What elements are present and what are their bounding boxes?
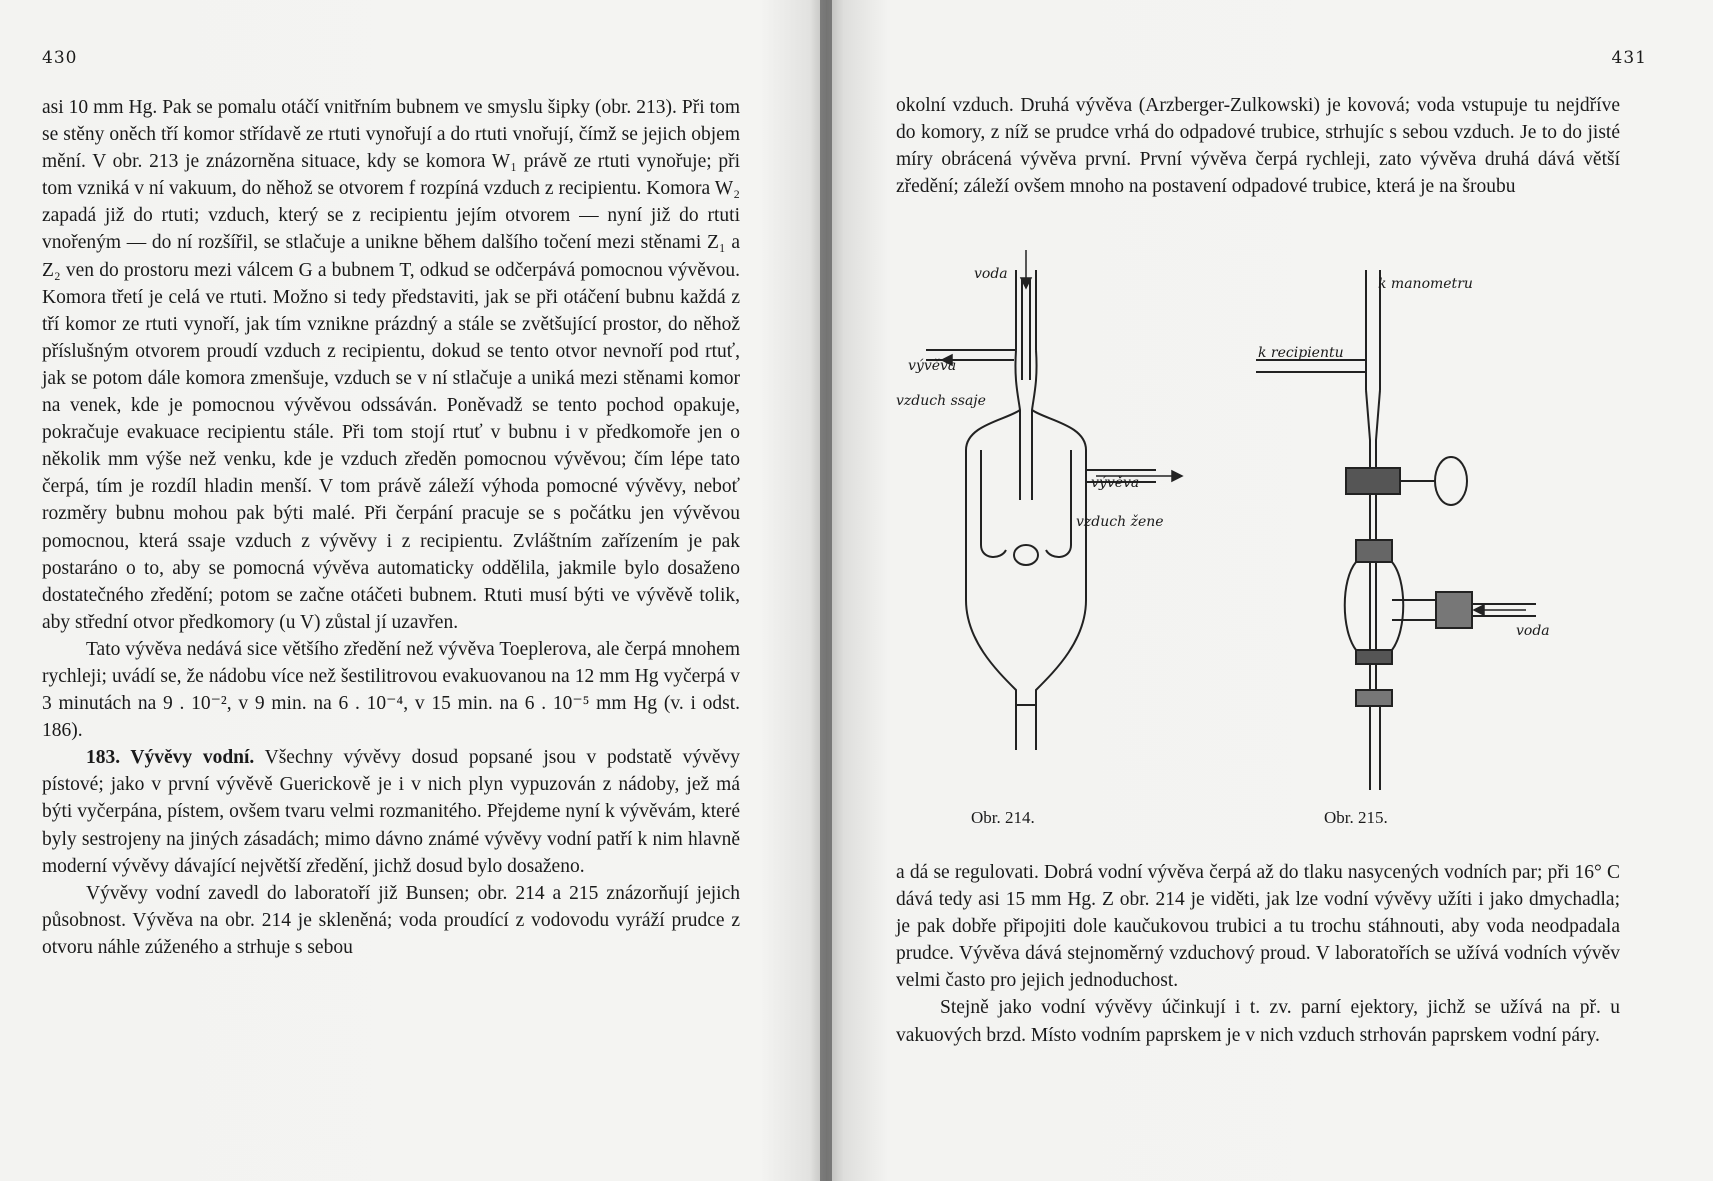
figure-214-caption: Obr. 214. <box>971 808 1035 827</box>
figure-214-label-voda <box>974 263 1008 282</box>
book-gutter <box>820 0 832 1181</box>
left-page <box>0 0 826 1181</box>
label-voda: voda <box>974 266 1008 282</box>
label-vzduch-zene: vzduch žene <box>1076 514 1164 530</box>
figure-215-label-k-manometru <box>1378 273 1473 292</box>
figure-214 <box>886 250 1186 750</box>
label-vyveva-2: vývěva <box>1091 475 1140 491</box>
figure-215-label-k-recipientu <box>1258 342 1344 361</box>
figure-215-caption: Obr. 215. <box>1324 808 1388 827</box>
label-voda-215: voda <box>1516 623 1550 639</box>
right-page-bottom-text <box>896 859 1620 1049</box>
label-vyveva: vývěva <box>908 358 957 374</box>
page-number-right: 431 <box>1611 48 1647 68</box>
paragraph: a dá se regulovati. Dobrá vodní vývěva čerpá až do tlaku nasycených vodních par; při 16° C dává tedy asi 15 mm Hg. Z obr. 214 je viděti, jak lze vodní vývěvy užíti i jako dmychadla; je pak dobře připojiti dole kaučukovou trubici a tu trochu stáhnouti, aby voda neodpadala prudce. Vývěva dává stejnoměrný vzduchový proud. V laboratořích se užívá vodních vývěv velmi často pro jejich jednoduchost. <box>896 862 1620 992</box>
right-page-top-text <box>896 92 1620 200</box>
paragraph: Vývěvy vodní zavedl do laboratoří již Bunsen; obr. 214 a 215 znázorňují jejich působnost. Vývěva na obr. 214 je skleněná; voda proudící z vodovodu vyráží prudce z otvoru náhle zúženého a strhuje s sebou <box>42 882 740 958</box>
figure-214-label-vyveva-2 <box>1091 472 1139 491</box>
figure-214-label-vzduch-ssaje <box>896 390 986 409</box>
figure-214-drawing <box>886 250 1186 750</box>
paragraph: Tato vývěva nedává sice většího zředění než vývěva Toeplerova, ale čerpá mnohem rychleji; uvádí se, že nádobu více než šestilitrovou evakuovanou na 12 mm Hg vyčerpá v 3 minutách na 9 . 10⁻², v 9 min. na 6 . 10⁻⁴, v 15 min. na 6 . 10⁻⁵ mm Hg (v. i odst. 186). <box>42 638 740 742</box>
label-vzduch-ssaje: vzduch ssaje <box>896 393 986 409</box>
left-page-text <box>42 94 740 961</box>
figure-215-label-voda <box>1516 620 1550 639</box>
figure-214-label-vyveva-1 <box>908 355 956 374</box>
label-k-manometru: k manometru <box>1378 276 1473 292</box>
figure-214-label-vzduch-zene <box>1076 511 1164 530</box>
paragraph: okolní vzduch. Druhá vývěva (Arzberger-Zulkowski) je kovová; voda vstupuje tu nejdříve do komory, z níž se prudce vrhá do odpadové trubice, strhujíc s sebou vzduch. Je to do jisté míry obrácená vývěva první. První vývěva čerpá rychleji, zato vývěva druhá dává větší zředění; záleží ovšem mnoho na postavení odpadové trubice, která je na šroubu <box>896 95 1620 198</box>
section-heading: 183. Vývěvy vodní. <box>86 747 255 769</box>
right-page <box>826 0 1713 1181</box>
paragraph: Stejně jako vodní vývěvy účinkují i t. zv. parní ejektory, jichž se užívá na př. u vakuových brzd. Místo vodním paprskem je v nich vzduch strhován paprskem vodní páry. <box>896 997 1620 1046</box>
section-paragraph-text: Všechny vývěvy dosud popsané jsou v podstatě vývěvy pístové; jako v první vývěvě Guerickově je i v nich plyn vypuzován z nádoby, jež má býti vyčerpána, pístem, ovšem tvaru velmi rozmanitého. Přejdeme nyní k vývěvám, které byly sestrojeny na jiných zásadách; mimo dávno známé vývěvy vodní patří k nim hlavně moderní vývěvy dávající největší zředění, jichž dosud bylo dosaženo. <box>42 747 740 877</box>
label-k-recipientu: k recipientu <box>1258 345 1344 361</box>
paragraph: asi 10 mm Hg. Pak se pomalu otáčí vnitřním bubnem ve smyslu šipky (obr. 213). Při tom se stěny oněch tří komor střídavě ze rtuti vynořují a do rtuti vnořují, čímž se jejich objem mění. V obr. 213 je znázorněna situace, kdy se komora W₁ právě ze rtuti vynořuje; při tom vzniká v ní vakuum, do něhož se otvorem f rozpíná vzduch z recipientu. Komora W₂ zapadá již do rtuti; vzduch, který se z recipientu jejím otvorem — nyní již do rtuti vnořeným — do ní rozšířil, se stlačuje a unikne během dalšího točení mezi stěnami Z₁ a Z₂ ven do prostoru mezi válcem G a bubnem T, odkud se odčerpává pomocnou vývěvou. Komora třetí je celá ve rtuti. Možno si tedy představiti, jak se při otáčení bubnu každá z tří komor ze rtuti vynoří, jak tím vznikne prázdný a stále se zvětšující prostor, do něhož příslušným otvorem proudí vzduch z recipientu, dokud se tento otvor nevnoří pod rtuť, jak se potom dále komora zmenšuje, vzduch se v ní stlačuje a uniká mezi stěnami komor na venek, kde je pomocnou vývěvou odssáván. Poněvadž se tento pochod opakuje, pokračuje evakuace recipientu stále. Při tom stojí rtuť v bubnu i v předkomoře jen o několik mm výše než venku, kde je vzduch zředěn pomocnou vývěvou; čím lépe tato čerpá, tím je rozdíl hladin menší. V tom právě záleží výhoda pomocné vývěvy, neboť rozměry bubnu mohou pak býti malé. Při čerpání pracuje se s počátku jen vývěvou pomocnou, která ssaje vzduch z vývěvy i z recipientu. Zvláštním zařízením je pak postaráno o to, aby se pomocná vývěva automaticky oddělila, jakmile bylo dosaženo dostatečného zředění; potom se začne otáčeti bubnem. Rtuti musí býti ve vývěvě tolik, aby střední otvor předkomory (u V) zůstal jí uzavřen. <box>42 97 740 633</box>
section-paragraph <box>42 744 740 879</box>
page-number-left: 430 <box>42 48 78 68</box>
